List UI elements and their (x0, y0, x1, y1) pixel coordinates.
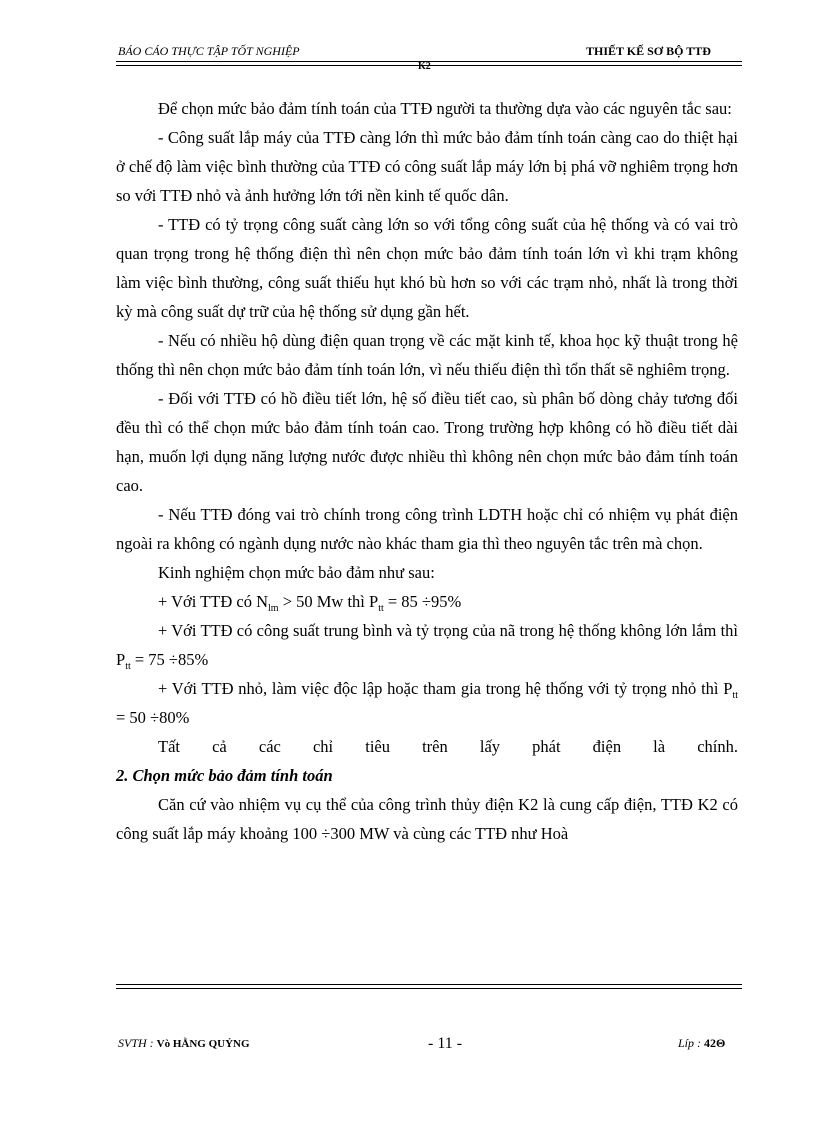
paragraph-capacity: - Công suất lắp máy của TTĐ càng lớn thì mức bảo đảm tính toán càng cao do thiệt hại ở chế độ làm việc bình thường của TTĐ có công suất lắp máy lớn bị phá vỡ nghiêm trọng hơn so với TTĐ nhỏ và ảnh hưởng lớn tới nền kinh tế quốc dân. (116, 128, 738, 205)
large-plant-text-c: = 85 ÷95% (383, 592, 462, 611)
header-chapter-title: THIẾT KẾ SƠ BỘ TTĐ (586, 44, 711, 58)
paragraph-consumers: - Nếu có nhiều hộ dùng điện quan trọng về các mặt kinh tế, khoa học kỹ thuật trong hệ thống thì nên chọn mức bảo đảm tính toán lớn, vì nếu thiếu điện thì tổn thất sẽ nghiêm trọng. (116, 331, 738, 379)
subscript-tt: tt (732, 690, 738, 701)
footer-student (118, 1036, 250, 1051)
medium-plant-text-a: + Với TTĐ có công suất trung bình và tỷ trọng của nã trong hệ thống không lớn lắm thì P (116, 621, 738, 669)
section-heading: 2. Chọn mức bảo đảm tính toán (116, 766, 333, 785)
footer-student-name: Vò HẰNG QUỶNG (156, 1038, 250, 1050)
footer-class-label: Líp : (678, 1036, 702, 1050)
paragraph-experience: Kinh nghiệm chọn mức bảo đảm như sau: (158, 563, 435, 582)
paragraph-main-role: - Nếu TTĐ đóng vai trò chính trong công trình LDTH hoặc chỉ có nhiệm vụ phát điện ngoài ra không có ngành dụng nước nào khác tham gia thì theo nguyên tắc trên mà chọn. (116, 505, 738, 553)
subscript-tt: tt (125, 661, 131, 672)
paragraph-proportion: - TTĐ có tỷ trọng công suất càng lớn so với tổng công suất của hệ thống và có vai trò quan trọng trong hệ thống điện thì nên chọn mức bảo đảm tính toán lớn vì khi trạm không làm việc bình thường, công suất thiếu hụt khó bù hơn so với các trạm nhỏ, nhất là trong thời kỳ mà công suất dự trữ của hệ thống sử dụng gần hết. (116, 215, 738, 321)
header-report-title: BÁO CÁO THỰC TẬP TỐT NGHIỆP (118, 44, 300, 58)
footer-svth-label: SVTH : (118, 1036, 154, 1050)
paragraph-reservoir: - Đối với TTĐ có hồ điều tiết lớn, hệ số điều tiết cao, sù phân bố dòng chảy tương đối đều thì có thể chọn mức bảo đảm tính toán cao. Trong trường hợp không có hồ điều tiết dài hạn, muốn lợi dụng năng lượng nước được nhiều thì không nên chọn mức bảo đảm tính toán cao. (116, 389, 738, 495)
small-plant-text-b: = 50 ÷80% (116, 708, 190, 727)
footer-rule-top (116, 984, 742, 985)
paragraph-basis: Căn cứ vào nhiệm vụ cụ thể của công trình thủy điện K2 là cung cấp điện, TTĐ K2 có công suất lắp máy khoảng 100 ÷300 MW và cùng các TTĐ như Hoà (116, 795, 738, 843)
subscript-tt: tt (378, 603, 384, 614)
document-body (116, 94, 738, 848)
footer-class (678, 1036, 725, 1051)
subscript-lm: lm (268, 603, 279, 614)
paragraph-medium-plant (116, 616, 738, 674)
paragraph-all-criteria: Tất cả các chỉ tiêu trên lấy phát điện là chính. (158, 737, 738, 756)
large-plant-text-a: + Với TTĐ có N (158, 592, 268, 611)
large-plant-text-b: > 50 Mw thì P (278, 592, 379, 611)
medium-plant-text-b: = 75 ÷85% (130, 650, 209, 669)
small-plant-text-a: + Với TTĐ nhỏ, làm việc độc lập hoặc tham gia trong hệ thống với tỷ trọng nhỏ thì P (158, 679, 733, 698)
paragraph-intro: Để chọn mức bảo đảm tính toán của TTĐ người ta thường dựa vào các nguyên tắc sau: (158, 99, 732, 118)
footer-class-value: 42Θ (704, 1036, 726, 1050)
header-project-code: K2 (418, 61, 431, 72)
page-number: - 11 - (428, 1035, 463, 1052)
paragraph-large-plant (116, 587, 738, 616)
footer-rule-bottom (116, 988, 742, 989)
paragraph-small-plant (116, 674, 738, 732)
